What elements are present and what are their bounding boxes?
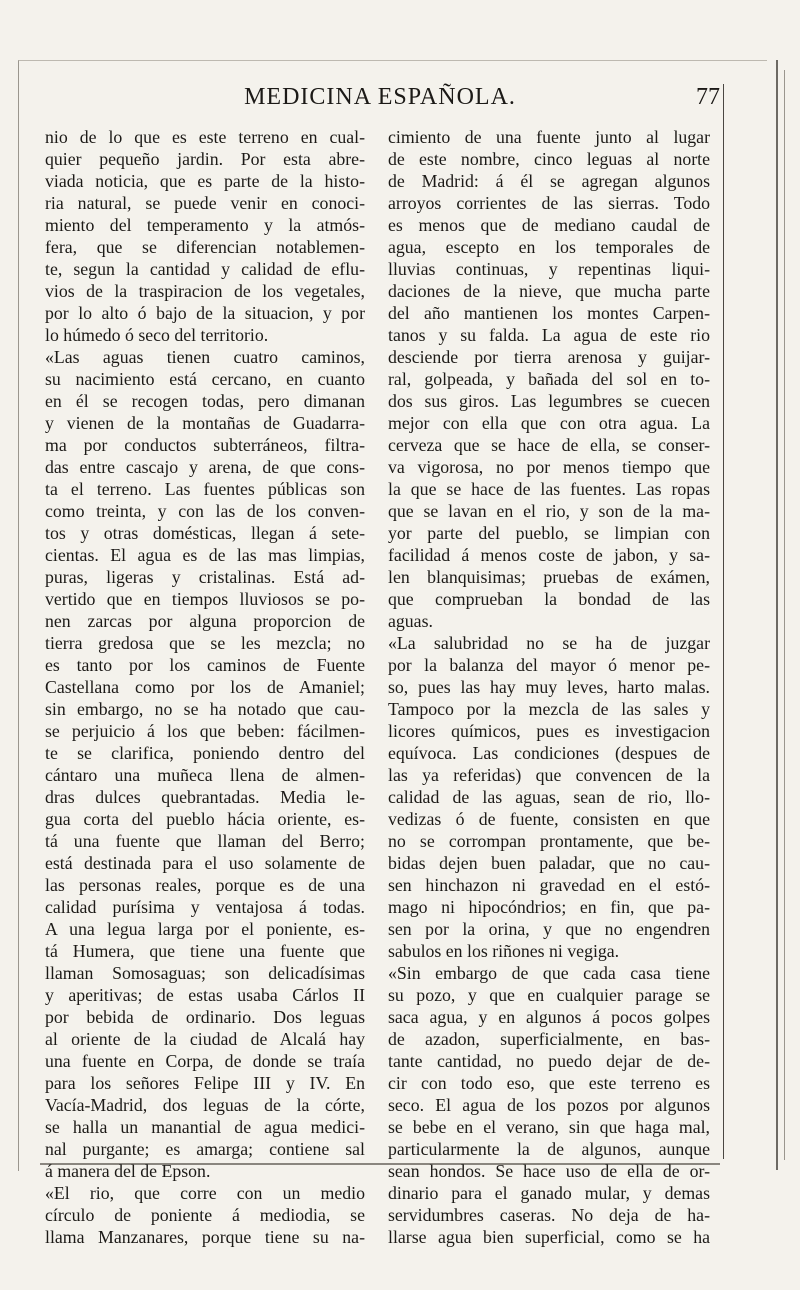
text-line: equívoca. Las condiciones (despues de [388,743,710,763]
text-line: cántaro una muñeca llena de almen- [45,765,365,785]
text-line: se perjuicio á los que beben: fácilmen- [45,721,365,741]
text-line: puras, ligeras y cristalinas. Está ad- [45,567,365,587]
text-line: te, segun la cantidad y calidad de eflu- [45,259,365,279]
text-line: te se clarifica, poniendo dentro del [45,743,365,763]
running-title: MEDICINA ESPAÑOLA. [244,84,516,110]
text-line: va vigorosa, no por menos tiempo que [388,457,710,477]
text-line: círculo de poniente á mediodia, se [45,1205,365,1225]
text-line: por lo alto ó bajo de la situacion, y por [45,303,365,323]
text-line: la que se hace de las fuentes. Las ropas [388,479,710,499]
text-line: tá Humera, que tiene una fuente que [45,941,365,961]
text-line: para los señores Felipe III y IV. En [45,1073,365,1093]
text-line: cir con todo eso, que este terreno es [388,1073,710,1093]
text-line: por la balanza del mayor ó menor pe- [388,655,710,675]
text-line: len blanquisimas; pruebas de exámen, [388,567,710,587]
text-line: una fuente en Corpa, de donde se traía [45,1051,365,1071]
text-line: se bebe en el verano, sin que haga mal, [388,1117,710,1137]
text-line: sabulos en los riñones ni vegiga. [388,941,620,961]
text-line: cientas. El agua es de las mas limpias, [45,545,365,565]
text-line: como treinta, y con las de los conven- [45,501,365,521]
text-line: lluvias continuas, y repentinas liqui- [388,259,710,279]
text-line: particularmente la de algunos, aunque [388,1139,710,1159]
text-line: vedizas ó de fuente, consisten en que [388,809,710,829]
text-line: tanos y su falda. La agua de este rio [388,325,710,345]
text-line: das entre cascajo y arena, de que cons- [45,457,365,477]
text-line: dras dulces quebrantadas. Media le- [45,787,365,807]
text-line: «Sin embargo de que cada casa tiene [388,963,710,983]
text-line: ral, golpeada, y bañada del sol en to- [388,369,710,389]
text-line: las ya referidas) que convencen de la [388,765,710,785]
text-line: al oriente de la ciudad de Alcalá hay [45,1029,365,1049]
text-line: su pozo, y que en cualquier parage se [388,985,710,1005]
text-line: llarse agua bien superficial, como se ha [388,1227,710,1247]
text-line: tante cantidad, no puedo dejar de de- [388,1051,710,1071]
text-line: mago ni hipocóndrios; en fin, que pa- [388,897,710,917]
text-line: sean hondos. Se hace uso de ella de or- [388,1161,710,1181]
page-header [40,84,720,114]
text-line: se halla un manantial de agua medici- [45,1117,365,1137]
text-line: calidad purísima y ventajosa á todas. [45,897,365,917]
text-line: Vacía-Madrid, dos leguas de la córte, [45,1095,365,1115]
text-line: viada noticia, que es parte de la histo- [45,171,365,191]
text-line: de este nombre, cinco leguas al norte [388,149,710,169]
text-line: llama Manzanares, porque tiene su na- [45,1227,365,1247]
page-number: 77 [696,84,720,110]
text-line: sin embargo, no se ha notado que cau- [45,699,365,719]
text-line: aguas. [388,611,433,631]
text-line: tá una fuente que llaman del Berro; [45,831,365,851]
text-line: tierra gredosa que se les mezcla; no [45,633,365,653]
text-line: «El rio, que corre con un medio [45,1183,365,1203]
text-line: dos sus giros. Las legumbres se cuecen [388,391,710,411]
text-line: en él se recogen todas, pero dimanan [45,391,365,411]
text-line: llaman Somosaguas; son delicadísimas [45,963,365,983]
text-line: «La salubridad no se ha de juzgar [388,633,710,653]
page-edge [776,60,778,1170]
text-line: desciende por tierra arenosa y guijar- [388,347,710,367]
text-line: facilidad á menos coste de jabon, y sa- [388,545,710,565]
text-line: por bebida de ordinario. Dos leguas [45,1007,365,1027]
text-line: ta el terreno. Las fuentes públicas son [45,479,365,499]
text-line: «Las aguas tienen cuatro caminos, [45,347,365,367]
text-line: es tanto por los caminos de Fuente [45,655,365,675]
left-column [45,126,365,1248]
text-line: gua corta del pueblo hácia oriente, es- [45,809,365,829]
text-line: daciones de la nieve, que mucha parte [388,281,710,301]
text-line: lo húmedo ó seco del territorio. [45,325,269,345]
text-line: que se lavan en el rio, y son de la ma- [388,501,710,521]
text-line: A una legua larga por el poniente, es- [45,919,365,939]
text-line: sen por la orina, y que no engendren [388,919,710,939]
text-line: las personas reales, porque es de una [45,875,365,895]
text-line: licores químicos, pues es investigacion [388,721,710,741]
text-line: nal purgante; es amarga; contiene sal [45,1139,365,1159]
text-line: Tampoco por la mezcla de las sales y [388,699,710,719]
text-line: nen zarcas por alguna proporcion de [45,611,365,631]
text-line: y vienen de la montañas de Guadarra- [45,413,365,433]
text-line: sen hinchazon ni gravedad en el estó- [388,875,710,895]
text-line: calidad de las aguas, sean de rio, llo- [388,787,710,807]
text-line: mejor con ella que con otra agua. La [388,413,710,433]
text-line: nio de lo que es este terreno en cual- [45,127,365,147]
page-edge-inner [784,70,785,1160]
text-line: Castellana como por los de Amaniel; [45,677,365,697]
text-line: miento del temperamento y la atmós- [45,215,365,235]
text-line: ma por conductos subterráneos, filtra- [45,435,365,455]
text-line: agua, escepto en los temporales de [388,237,710,257]
text-line: dinario para el ganado mular, y demas [388,1183,710,1203]
gutter-rule [723,84,724,1159]
text-line: vertido que en tiempos lluviosos se po- [45,589,365,609]
text-line: no se corrompan prontamente, que be- [388,831,710,851]
text-line: vios de la traspiracion de los vegetales, [45,281,365,301]
text-line: su nacimiento está cercano, en cuanto [45,369,365,389]
text-line: seco. El agua de los pozos por algunos [388,1095,710,1115]
text-line: á manera del de Epson. [45,1161,211,1181]
text-line: servidumbres caseras. No deja de ha- [388,1205,710,1225]
text-line: quier pequeño jardin. Por esta abre- [45,149,365,169]
text-line: y aperitivas; de estas usaba Cárlos II [45,985,365,1005]
text-line: de Madrid: á él se agregan algunos [388,171,710,191]
text-line: cerveza que se hace de ella, se conser- [388,435,710,455]
right-column [388,126,710,1248]
text-line: saca agua, y en algunos á pocos golpes [388,1007,710,1027]
text-line: bidas dejen buen paladar, que no cau- [388,853,710,873]
text-line: cimiento de una fuente junto al lugar [388,127,710,147]
text-line: que comprueban la bondad de las [388,589,710,609]
text-line: del año mantienen los montes Carpen- [388,303,710,323]
text-line: so, pues las hay muy leves, harto malas. [388,677,710,697]
text-line: yor parte del pueblo, se limpian con [388,523,710,543]
text-line: es menos que de mediano caudal de [388,215,710,235]
text-line: fera, que se diferencian notablemen- [45,237,365,257]
text-line: tos y otras domésticas, llegan á sete- [45,523,365,543]
text-line: ria natural, se puede venir en conoci- [45,193,365,213]
text-line: arroyos corrientes de las sierras. Todo [388,193,710,213]
text-line: está destinada para el uso solamente de [45,853,365,873]
text-line: de azadon, superficialmente, en bas- [388,1029,710,1049]
